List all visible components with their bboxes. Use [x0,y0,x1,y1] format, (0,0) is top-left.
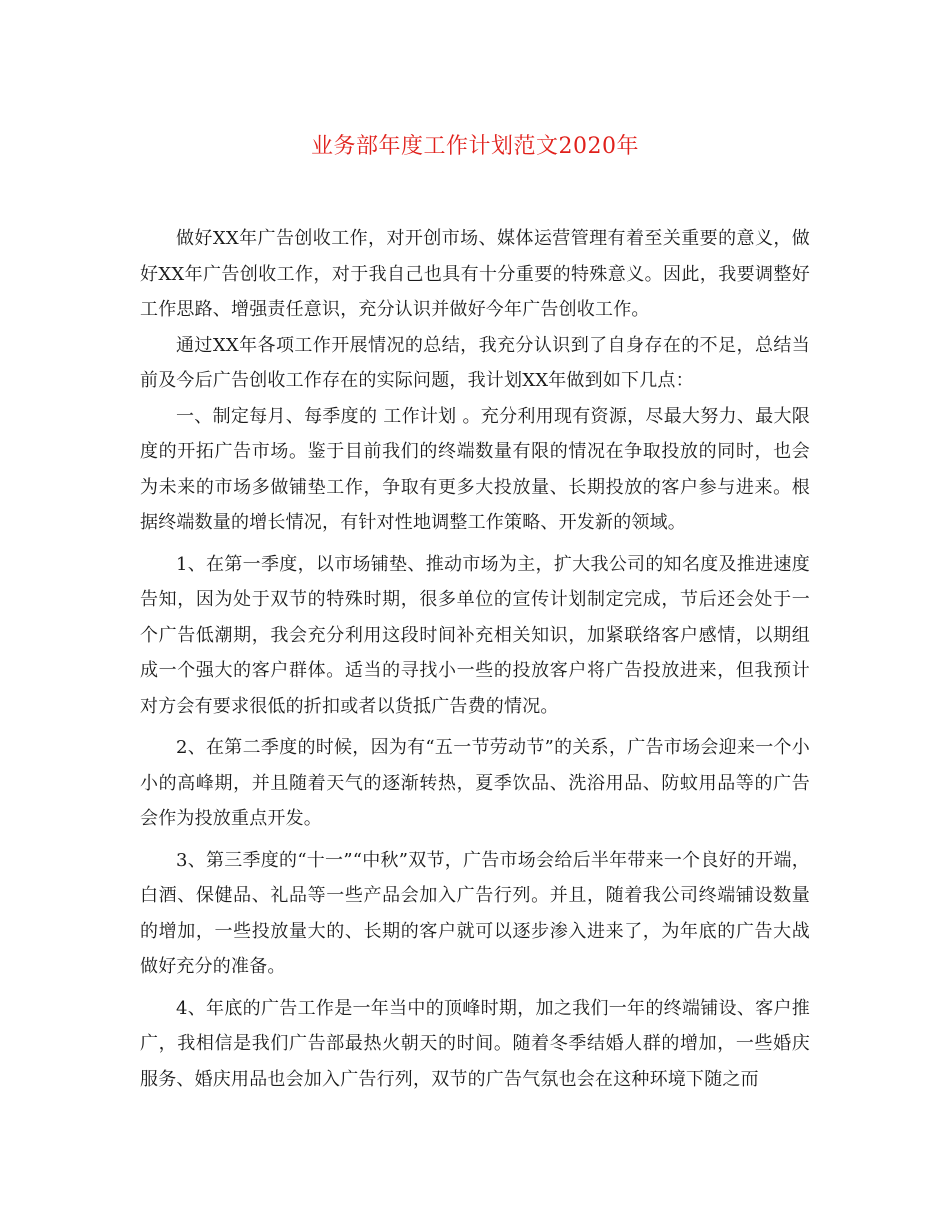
document-body [140,221,810,1097]
paragraph-q1: 1、在第一季度，以市场铺垫、推动市场为主，扩大我公司的知名度及推进速度告知，因为处于双节的特殊时期，很多单位的宣传计划制定完成，节后还会处于一个广告低潮期，我会充分利用这段时间补充相关知识，加紧联络客户感情，以期组成一个强大的客户群体。适当的寻找小一些的投放客户将广告投放进来，但我预计对方会有要求很低的折扣或者以货抵广告费的情况。 [140,553,810,717]
paragraph-q2: 2、在第二季度的时候，因为有“五一节劳动节”的关系，广告市场会迎来一个小小的高峰期，并且随着天气的逐渐转热，夏季饮品、洗浴用品、防蚊用品等的广告会作为投放重点开发。 [140,737,810,829]
paragraph-q3: 3、第三季度的“十一”“中秋”双节，广告市场会给后半年带来一个良好的开端，白酒、保健品、礼品等一些产品会加入广告行列。并且，随着我公司终端铺设数量的增加，一些投放量大的、长期的客户就可以逐步渗入进来了，为年底的广告大战做好充分的准备。 [140,849,810,977]
paragraph-summary: 通过XX年各项工作开展情况的总结，我充分认识到了自身存在的不足，总结当前及今后广告创收工作存在的实际问题，我计划XX年做到如下几点： [140,334,810,391]
paragraph-q4: 4、年底的广告工作是一年当中的顶峰时期，加之我们一年的终端铺设、客户推广，我相信是我们广告部最热火朝天的时间。随着冬季结婚人群的增加，一些婚庆服务、婚庆用品也会加入广告行列，双节的广告气氛也会在这种环境下随之而 [140,997,810,1090]
paragraph-point-one: 一、制定每月、每季度的 工作计划 。充分利用现有资源，尽最大努力、最大限度的开拓广告市场。鉴于目前我们的终端数量有限的情况在争取投放的同时，也会为未来的市场多做铺垫工作，争取有更多大投放量、长期投放的客户参与进来。根据终端数量的增长情况，有针对性地调整工作策略、开发新的领域。 [140,405,810,533]
paragraph-intro: 做好XX年广告创收工作，对开创市场、媒体运营管理有着至关重要的意义，做好XX年广告创收工作，对于我自己也具有十分重要的特殊意义。因此，我要调整好工作思路、增强责任意识，充分认识并做好今年广告创收工作。 [140,228,810,320]
document-title: 业务部年度工作计划范文2020年 [311,134,639,159]
